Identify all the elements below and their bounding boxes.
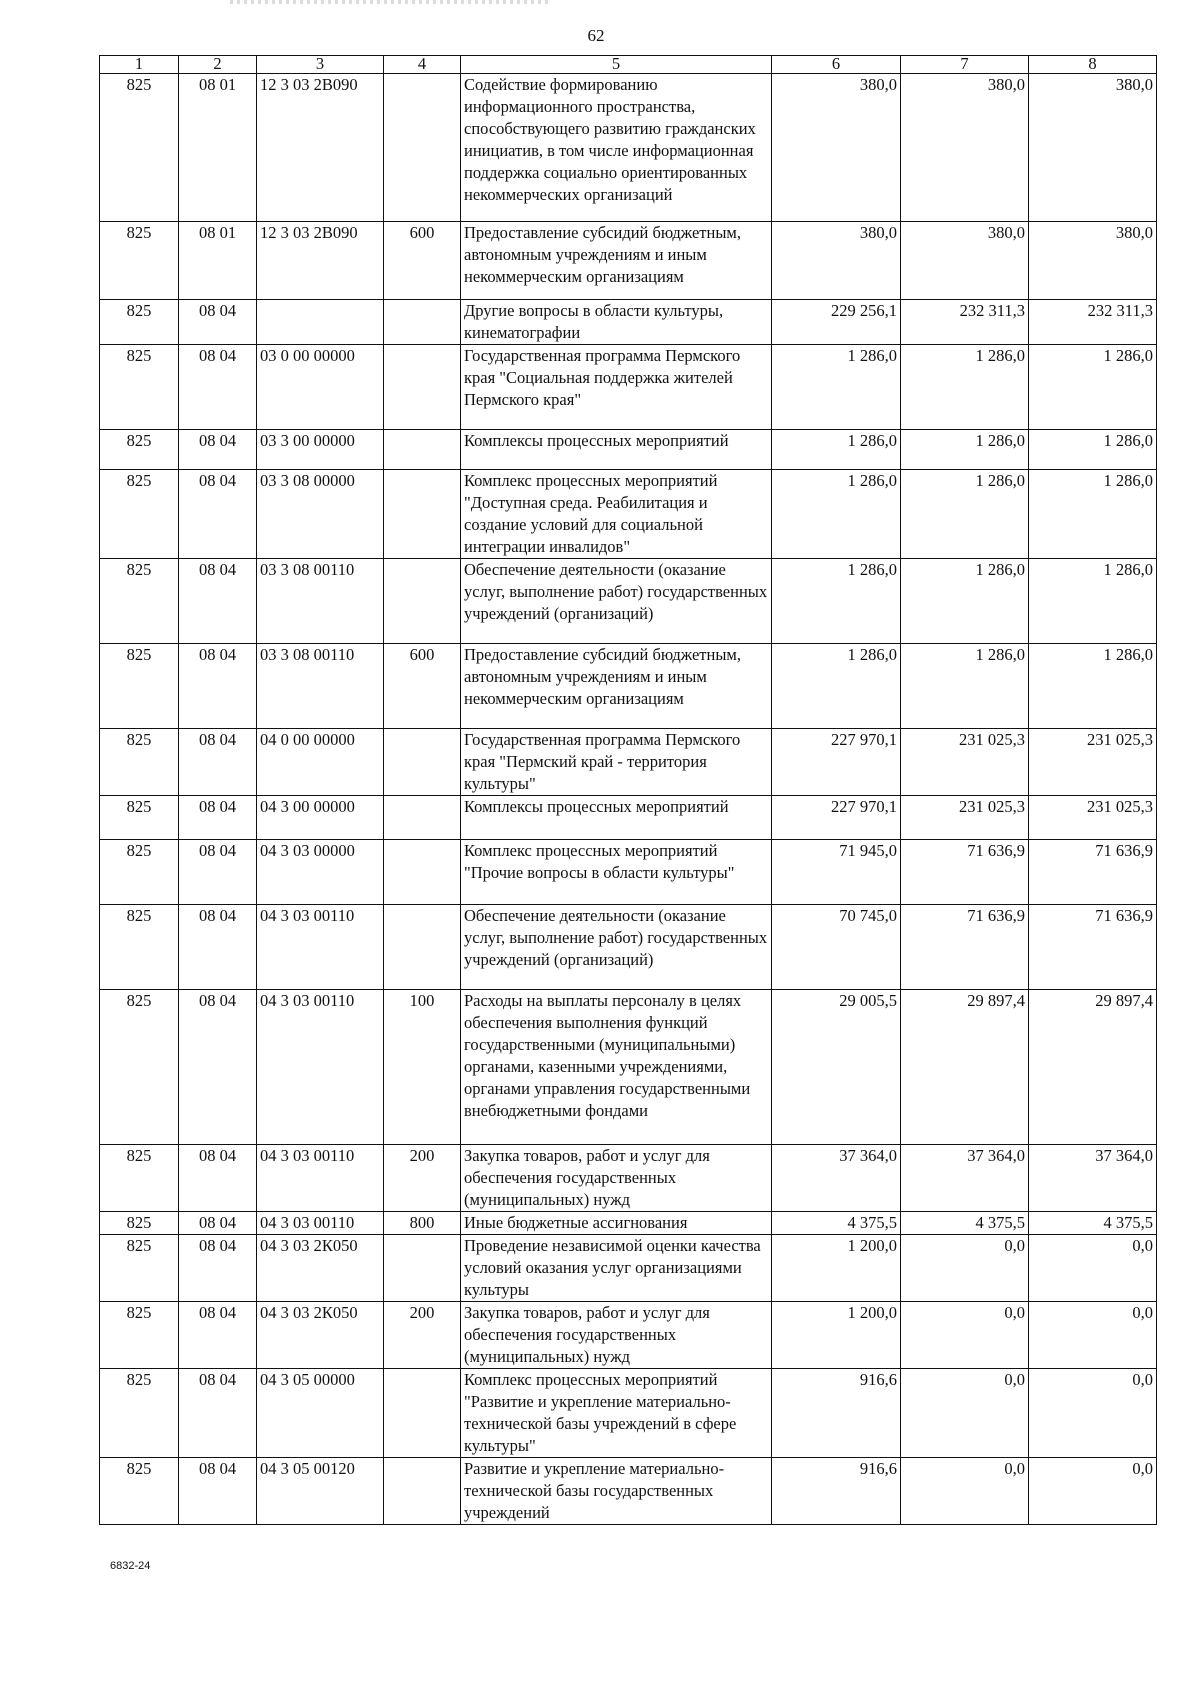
table-row — [100, 1369, 1157, 1458]
table-row — [100, 1212, 1157, 1235]
amount-year2-cell: 1 286,0 — [901, 470, 1029, 559]
col-header-7: 7 — [901, 56, 1029, 74]
item-name-cell: Закупка товаров, работ и услуг для обеспечения государственных (муниципальных) нужд — [461, 1302, 772, 1369]
amount-year1-cell: 1 200,0 — [772, 1235, 901, 1302]
expense-type-cell — [384, 345, 461, 430]
admin-code-cell: 825 — [100, 990, 179, 1145]
section-code-cell: 08 04 — [179, 1302, 257, 1369]
item-name-cell: Комплекс процессных мероприятий "Доступная среда. Реабилитация и создание условий для социальной интеграции инвалидов" — [461, 470, 772, 559]
item-name-cell: Развитие и укрепление материально-технической базы государственных учреждений — [461, 1458, 772, 1525]
admin-code-cell: 825 — [100, 905, 179, 990]
amount-year2-cell: 1 286,0 — [901, 559, 1029, 644]
item-name-cell: Расходы на выплаты персоналу в целях обеспечения выполнения функций государственными (муниципальными) органами, казенными учреждениями, органами управления государственными внебюджетными фондами — [461, 990, 772, 1145]
section-code-cell: 08 04 — [179, 1458, 257, 1525]
amount-year2-cell: 1 286,0 — [901, 345, 1029, 430]
section-code-cell: 08 04 — [179, 559, 257, 644]
admin-code-cell: 825 — [100, 796, 179, 840]
item-name-cell: Другие вопросы в области культуры, кинематографии — [461, 300, 772, 345]
amount-year1-cell: 70 745,0 — [772, 905, 901, 990]
amount-year3-cell: 1 286,0 — [1029, 644, 1157, 729]
amount-year2-cell: 232 311,3 — [901, 300, 1029, 345]
amount-year3-cell: 0,0 — [1029, 1302, 1157, 1369]
amount-year1-cell: 1 286,0 — [772, 430, 901, 470]
expense-type-cell: 100 — [384, 990, 461, 1145]
target-article-cell: 04 3 05 00120 — [257, 1458, 384, 1525]
table-row — [100, 74, 1157, 222]
table-row — [100, 729, 1157, 796]
amount-year3-cell: 0,0 — [1029, 1458, 1157, 1525]
admin-code-cell: 825 — [100, 559, 179, 644]
amount-year2-cell: 0,0 — [901, 1235, 1029, 1302]
budget-table — [99, 55, 1157, 1525]
table-row — [100, 559, 1157, 644]
amount-year3-cell: 1 286,0 — [1029, 345, 1157, 430]
scan-artifact — [230, 0, 550, 4]
item-name-cell: Государственная программа Пермского края "Социальная поддержка жителей Пермского края" — [461, 345, 772, 430]
section-code-cell: 08 04 — [179, 430, 257, 470]
amount-year3-cell: 232 311,3 — [1029, 300, 1157, 345]
col-header-2: 2 — [179, 56, 257, 74]
col-header-3: 3 — [257, 56, 384, 74]
table-row — [100, 840, 1157, 905]
section-code-cell: 08 04 — [179, 300, 257, 345]
target-article-cell: 04 3 03 00110 — [257, 905, 384, 990]
target-article-cell: 04 3 03 00110 — [257, 990, 384, 1145]
section-code-cell: 08 04 — [179, 796, 257, 840]
admin-code-cell: 825 — [100, 729, 179, 796]
table-row — [100, 300, 1157, 345]
table-row — [100, 1302, 1157, 1369]
amount-year2-cell: 0,0 — [901, 1369, 1029, 1458]
col-header-1: 1 — [100, 56, 179, 74]
amount-year1-cell: 227 970,1 — [772, 729, 901, 796]
table-row — [100, 430, 1157, 470]
expense-type-cell — [384, 300, 461, 345]
amount-year3-cell: 71 636,9 — [1029, 905, 1157, 990]
expense-type-cell: 600 — [384, 644, 461, 729]
target-article-cell: 12 3 03 2В090 — [257, 222, 384, 300]
amount-year2-cell: 71 636,9 — [901, 905, 1029, 990]
expense-type-cell: 800 — [384, 1212, 461, 1235]
section-code-cell: 08 04 — [179, 990, 257, 1145]
section-code-cell: 08 04 — [179, 1369, 257, 1458]
target-article-cell: 04 0 00 00000 — [257, 729, 384, 796]
section-code-cell: 08 04 — [179, 470, 257, 559]
expense-type-cell — [384, 796, 461, 840]
item-name-cell: Государственная программа Пермского края "Пермский край - территория культуры" — [461, 729, 772, 796]
item-name-cell: Проведение независимой оценки качества условий оказания услуг организациями культуры — [461, 1235, 772, 1302]
expense-type-cell — [384, 905, 461, 990]
admin-code-cell: 825 — [100, 345, 179, 430]
item-name-cell: Обеспечение деятельности (оказание услуг, выполнение работ) государственных учреждений (организаций) — [461, 559, 772, 644]
expense-type-cell — [384, 840, 461, 905]
target-article-cell: 03 0 00 00000 — [257, 345, 384, 430]
table-row — [100, 222, 1157, 300]
amount-year2-cell: 29 897,4 — [901, 990, 1029, 1145]
amount-year3-cell: 37 364,0 — [1029, 1145, 1157, 1212]
table-row — [100, 1458, 1157, 1525]
item-name-cell: Комплексы процессных мероприятий — [461, 430, 772, 470]
admin-code-cell: 825 — [100, 222, 179, 300]
target-article-cell: 04 3 00 00000 — [257, 796, 384, 840]
amount-year1-cell: 71 945,0 — [772, 840, 901, 905]
amount-year1-cell: 4 375,5 — [772, 1212, 901, 1235]
section-code-cell: 08 04 — [179, 905, 257, 990]
item-name-cell: Закупка товаров, работ и услуг для обеспечения государственных (муниципальных) нужд — [461, 1145, 772, 1212]
section-code-cell: 08 04 — [179, 1212, 257, 1235]
admin-code-cell: 825 — [100, 644, 179, 729]
amount-year3-cell: 231 025,3 — [1029, 729, 1157, 796]
item-name-cell: Содействие формированию информационного пространства, способствующего развитию гражданских инициатив, в том числе информационная поддержка социально ориентированных некоммерческих организаций — [461, 74, 772, 222]
admin-code-cell: 825 — [100, 1212, 179, 1235]
header-row — [100, 56, 1157, 74]
section-code-cell: 08 04 — [179, 1145, 257, 1212]
amount-year2-cell: 380,0 — [901, 74, 1029, 222]
target-article-cell: 12 3 03 2В090 — [257, 74, 384, 222]
amount-year2-cell: 4 375,5 — [901, 1212, 1029, 1235]
amount-year3-cell: 380,0 — [1029, 74, 1157, 222]
target-article-cell — [257, 300, 384, 345]
expense-type-cell — [384, 559, 461, 644]
amount-year3-cell: 1 286,0 — [1029, 430, 1157, 470]
admin-code-cell: 825 — [100, 74, 179, 222]
expense-type-cell — [384, 74, 461, 222]
table-row — [100, 990, 1157, 1145]
amount-year3-cell: 4 375,5 — [1029, 1212, 1157, 1235]
amount-year1-cell: 916,6 — [772, 1458, 901, 1525]
target-article-cell: 04 3 05 00000 — [257, 1369, 384, 1458]
amount-year2-cell: 1 286,0 — [901, 430, 1029, 470]
amount-year1-cell: 1 286,0 — [772, 470, 901, 559]
target-article-cell: 03 3 00 00000 — [257, 430, 384, 470]
admin-code-cell: 825 — [100, 1369, 179, 1458]
item-name-cell: Обеспечение деятельности (оказание услуг, выполнение работ) государственных учреждений (организаций) — [461, 905, 772, 990]
expense-type-cell: 200 — [384, 1145, 461, 1212]
amount-year1-cell: 380,0 — [772, 74, 901, 222]
amount-year3-cell: 1 286,0 — [1029, 470, 1157, 559]
admin-code-cell: 825 — [100, 1302, 179, 1369]
col-header-5: 5 — [461, 56, 772, 74]
target-article-cell: 03 3 08 00110 — [257, 559, 384, 644]
amount-year2-cell: 380,0 — [901, 222, 1029, 300]
section-code-cell: 08 01 — [179, 222, 257, 300]
target-article-cell: 04 3 03 00110 — [257, 1145, 384, 1212]
table-row — [100, 1145, 1157, 1212]
amount-year2-cell: 0,0 — [901, 1458, 1029, 1525]
target-article-cell: 03 3 08 00110 — [257, 644, 384, 729]
expense-type-cell — [384, 1369, 461, 1458]
expense-type-cell — [384, 729, 461, 796]
target-article-cell: 03 3 08 00000 — [257, 470, 384, 559]
expense-type-cell: 200 — [384, 1302, 461, 1369]
admin-code-cell: 825 — [100, 1235, 179, 1302]
amount-year1-cell: 1 286,0 — [772, 345, 901, 430]
expense-type-cell: 600 — [384, 222, 461, 300]
amount-year3-cell: 0,0 — [1029, 1369, 1157, 1458]
admin-code-cell: 825 — [100, 1458, 179, 1525]
amount-year1-cell: 1 286,0 — [772, 559, 901, 644]
admin-code-cell: 825 — [100, 1145, 179, 1212]
target-article-cell: 04 3 03 00110 — [257, 1212, 384, 1235]
admin-code-cell: 825 — [100, 470, 179, 559]
item-name-cell: Предоставление субсидий бюджетным, автономным учреждениям и иным некоммерческим организациям — [461, 644, 772, 729]
amount-year2-cell: 1 286,0 — [901, 644, 1029, 729]
amount-year1-cell: 1 200,0 — [772, 1302, 901, 1369]
amount-year3-cell: 231 025,3 — [1029, 796, 1157, 840]
amount-year1-cell: 37 364,0 — [772, 1145, 901, 1212]
table-row — [100, 470, 1157, 559]
section-code-cell: 08 04 — [179, 644, 257, 729]
target-article-cell: 04 3 03 2К050 — [257, 1235, 384, 1302]
amount-year1-cell: 380,0 — [772, 222, 901, 300]
footer-code: 6832-24 — [110, 1560, 151, 1572]
expense-type-cell — [384, 470, 461, 559]
amount-year1-cell: 916,6 — [772, 1369, 901, 1458]
admin-code-cell: 825 — [100, 840, 179, 905]
expense-type-cell — [384, 1235, 461, 1302]
col-header-4: 4 — [384, 56, 461, 74]
amount-year3-cell: 380,0 — [1029, 222, 1157, 300]
target-article-cell: 04 3 03 2К050 — [257, 1302, 384, 1369]
amount-year2-cell: 231 025,3 — [901, 796, 1029, 840]
amount-year3-cell: 1 286,0 — [1029, 559, 1157, 644]
item-name-cell: Иные бюджетные ассигнования — [461, 1212, 772, 1235]
section-code-cell: 08 04 — [179, 1235, 257, 1302]
amount-year2-cell: 71 636,9 — [901, 840, 1029, 905]
col-header-6: 6 — [772, 56, 901, 74]
table-row — [100, 905, 1157, 990]
amount-year3-cell: 29 897,4 — [1029, 990, 1157, 1145]
amount-year1-cell: 229 256,1 — [772, 300, 901, 345]
admin-code-cell: 825 — [100, 430, 179, 470]
item-name-cell: Комплекс процессных мероприятий "Прочие вопросы в области культуры" — [461, 840, 772, 905]
section-code-cell: 08 04 — [179, 729, 257, 796]
amount-year3-cell: 71 636,9 — [1029, 840, 1157, 905]
table-row — [100, 796, 1157, 840]
admin-code-cell: 825 — [100, 300, 179, 345]
amount-year1-cell: 227 970,1 — [772, 796, 901, 840]
amount-year3-cell: 0,0 — [1029, 1235, 1157, 1302]
amount-year2-cell: 0,0 — [901, 1302, 1029, 1369]
item-name-cell: Предоставление субсидий бюджетным, автономным учреждениям и иным некоммерческим организациям — [461, 222, 772, 300]
section-code-cell: 08 01 — [179, 74, 257, 222]
amount-year1-cell: 1 286,0 — [772, 644, 901, 729]
table-row — [100, 644, 1157, 729]
section-code-cell: 08 04 — [179, 840, 257, 905]
item-name-cell: Комплекс процессных мероприятий "Развитие и укрепление материально-технической базы учреждений в сфере культуры" — [461, 1369, 772, 1458]
table-row — [100, 1235, 1157, 1302]
amount-year2-cell: 37 364,0 — [901, 1145, 1029, 1212]
target-article-cell: 04 3 03 00000 — [257, 840, 384, 905]
expense-type-cell — [384, 1458, 461, 1525]
amount-year1-cell: 29 005,5 — [772, 990, 901, 1145]
item-name-cell: Комплексы процессных мероприятий — [461, 796, 772, 840]
section-code-cell: 08 04 — [179, 345, 257, 430]
col-header-8: 8 — [1029, 56, 1157, 74]
expense-type-cell — [384, 430, 461, 470]
table-row — [100, 345, 1157, 430]
amount-year2-cell: 231 025,3 — [901, 729, 1029, 796]
page-number: 62 — [587, 26, 605, 45]
